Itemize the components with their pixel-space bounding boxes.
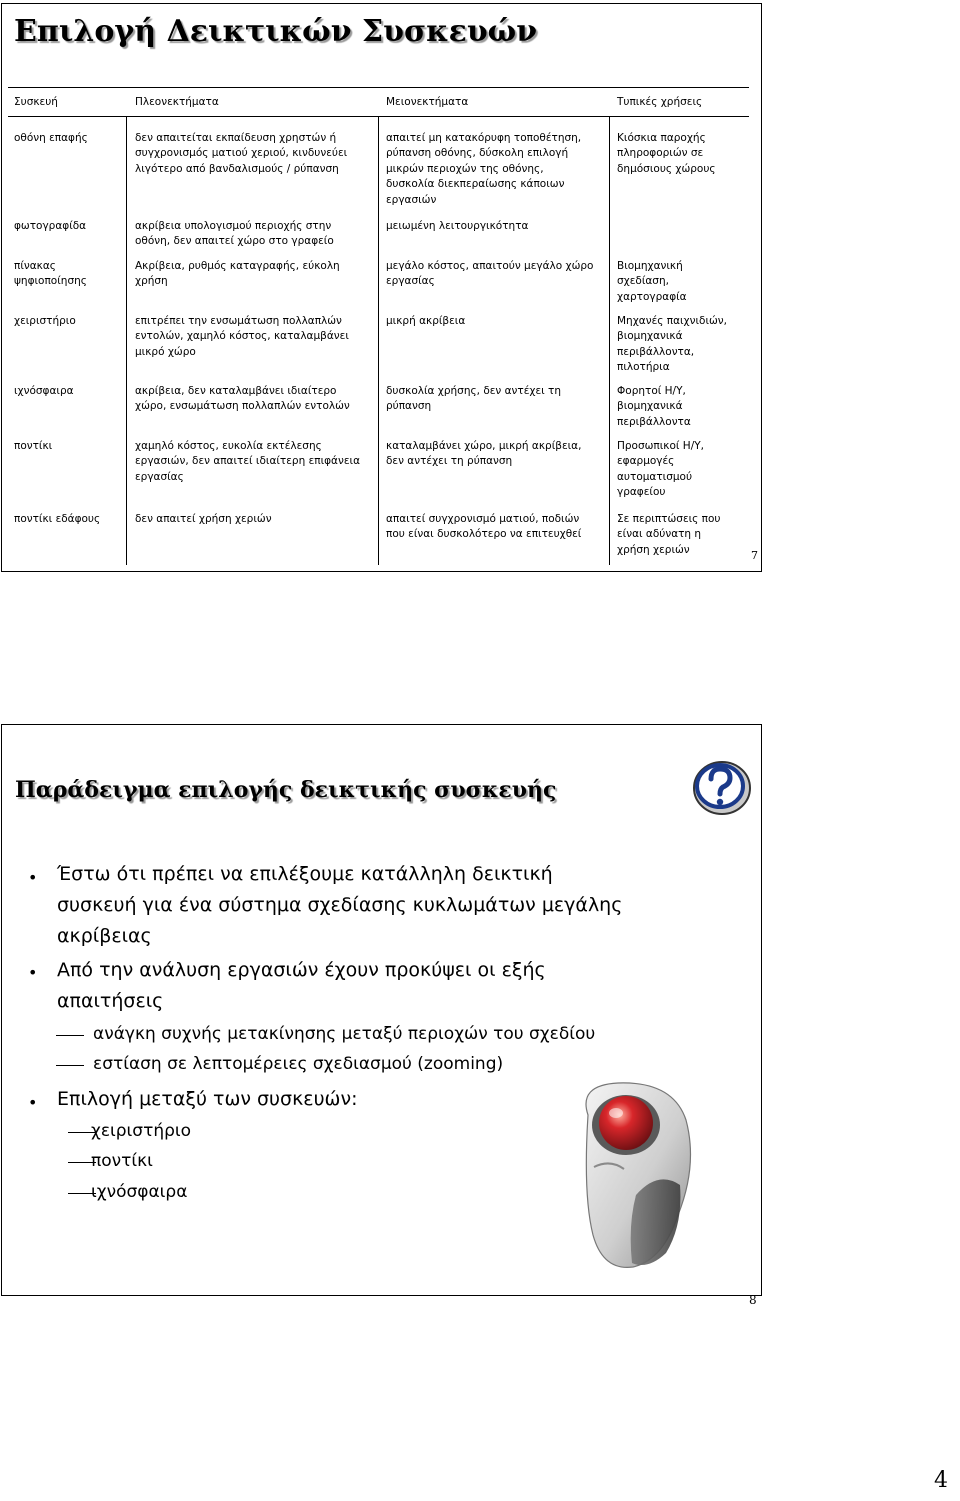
- bullet-icon: •: [28, 1093, 38, 1112]
- slide-pointing-devices-table: [1, 3, 762, 572]
- cell-uses: Κιόσκια παροχής πληροφοριών σε δημόσιους χώρους: [617, 132, 716, 175]
- bullet-icon: •: [28, 868, 38, 887]
- trackball-mouse-image: [558, 1075, 708, 1275]
- cell-cons: απαιτεί συγχρονισμό ματιού, ποδιών που είναι δυσκολότερο να επιτευχθεί: [386, 513, 582, 541]
- header-uses: Τυπικές χρήσεις: [617, 96, 703, 108]
- column-divider: [126, 117, 127, 565]
- slide-title: Επιλογή Δεικτικών Συσκευών: [14, 14, 538, 49]
- cell-pros: Ακρίβεια, ρυθμός καταγραφής, εύκολη χρήση: [135, 260, 340, 288]
- cell-cons: μικρή ακρίβεια: [386, 315, 466, 327]
- cell-cons: μειωμένη λειτουργικότητα: [386, 220, 529, 232]
- cell-device: ποντίκι εδάφους: [14, 513, 101, 525]
- slide-device-selection-example: [1, 724, 762, 1307]
- dash-icon: [56, 1035, 84, 1036]
- bullet-text: Από την ανάλυση εργασιών έχουν προκύψει οι εξής απαιτήσεις: [57, 959, 546, 1012]
- cell-uses: Μηχανές παιχνιδιών, βιομηχανικά περιβάλλοντα, πιλοτήρια: [617, 315, 727, 374]
- cell-uses: Βιομηχανική σχεδίαση, χαρτογραφία: [617, 260, 687, 303]
- header-device: Συσκευή: [14, 96, 58, 108]
- cell-uses: Φορητοί Η/Υ, βιομηχανικά περιβάλλοντα: [617, 385, 691, 428]
- header-pros: Πλεονεκτήματα: [135, 96, 219, 108]
- column-divider: [609, 117, 610, 565]
- cell-device: ποντίκι: [14, 440, 53, 452]
- cell-uses: Σε περιπτώσεις που είναι αδύνατη η χρήση χεριών: [617, 513, 721, 556]
- comparison-table: [8, 87, 749, 566]
- slide-page-number: 8: [749, 1293, 757, 1307]
- device-option: χειριστήριο: [91, 1121, 192, 1141]
- dash-icon: [56, 1065, 84, 1066]
- requirement-item: εστίαση σε λεπτομέρειες σχεδιασμού (zooming): [93, 1054, 504, 1074]
- cell-uses: Προσωπικοί Η/Υ, εφαρμογές αυτοματισμού γραφείου: [617, 440, 704, 499]
- bullet-text: Έστω ότι πρέπει να επιλέξουμε κατάλληλη δεικτική συσκευή για ένα σύστημα σχεδίασης κυκλωμάτων μεγάλης ακρίβειας: [57, 863, 623, 947]
- cell-pros: δεν απαιτείται εκπαίδευση χρηστών ή συγχρονισμός ματιού χεριού, κινδυνεύει λιγότερο από βανδαλισμούς / ρύπανση: [135, 132, 348, 175]
- column-divider: [378, 117, 379, 565]
- cell-cons: καταλαμβάνει χώρο, μικρή ακρίβεια, δεν αντέχει τη ρύπανση: [386, 440, 582, 468]
- bullet-text: Επιλογή μεταξύ των συσκευών:: [57, 1088, 358, 1110]
- cell-cons: μεγάλο κόστος, απαιτούν μεγάλο χώρο εργασίας: [386, 260, 594, 288]
- cell-device: ιχνόσφαιρα: [14, 385, 74, 397]
- cell-device: πίνακας ψηφιοποίησης: [14, 260, 87, 288]
- bullet-icon: •: [28, 963, 38, 982]
- cell-cons: δυσκολία χρήσης, δεν αντέχει τη ρύπανση: [386, 385, 562, 413]
- cell-device: χειριστήριο: [14, 315, 76, 327]
- cell-device: οθόνη επαφής: [14, 132, 88, 144]
- header-cons: Μειονεκτήματα: [386, 96, 469, 108]
- requirement-item: ανάγκη συχνής μετακίνησης μεταξύ περιοχών του σχεδίου: [93, 1024, 596, 1044]
- slide-title: Παράδειγμα επιλογής δεικτικής συσκευής: [15, 777, 557, 803]
- cell-pros: ακρίβεια, δεν καταλαμβάνει ιδιαίτερο χώρο, ενσωμάτωση πολλαπλών εντολών: [135, 385, 350, 413]
- device-option: ιχνόσφαιρα: [91, 1182, 188, 1202]
- question-mark-icon: [684, 757, 754, 817]
- cell-pros: δεν απαιτεί χρήση χεριών: [135, 513, 272, 525]
- slide-page-number: 7: [751, 549, 758, 562]
- cell-cons: απαιτεί μη κατακόρυφη τοποθέτηση, ρύπανση οθόνης, δύσκολη επιλογή μικρών περιοχών της οθόνης, δυσκολία διεκπεραίωσης κάποιων εργασιών: [386, 132, 582, 206]
- cell-device: φωτογραφίδα: [14, 220, 87, 232]
- cell-pros: ακρίβεια υπολογισμού περιοχής στην οθόνη, δεν απαιτεί χώρο στο γραφείο: [135, 220, 334, 248]
- cell-pros: χαμηλό κόστος, ευκολία εκτέλεσης εργασιών, δεν απαιτεί ιδιαίτερη επιφάνεια εργασίας: [135, 440, 360, 483]
- device-option: ποντίκι: [91, 1151, 153, 1171]
- cell-pros: επιτρέπει την ενσωμάτωση πολλαπλών εντολών, χαμηλό κόστος, καταλαμβάνει μικρό χώρο: [135, 315, 349, 358]
- document-page-number: 4: [934, 1468, 948, 1493]
